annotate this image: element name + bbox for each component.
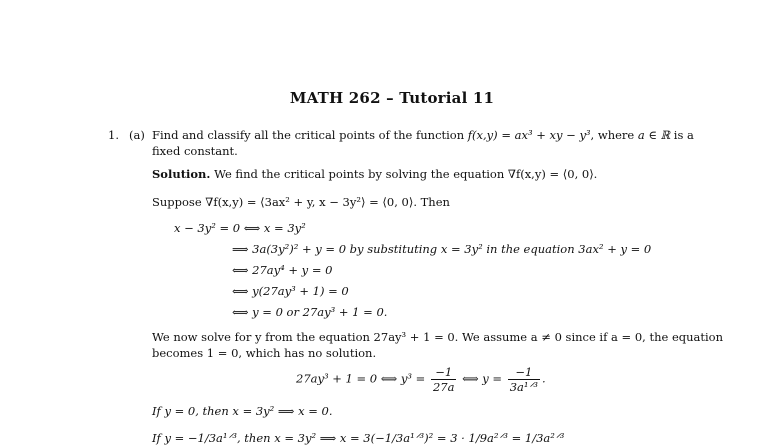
parameter-domain: a ∈ ℝ (637, 128, 671, 142)
statement-text-1: Find and classify all the critical points of the function (152, 128, 465, 142)
derivation-step-3: ⟺ 27ay⁴ + y = 0 (232, 263, 333, 277)
display-equation (296, 365, 546, 394)
display-eq-mid: ⟺ y = (462, 371, 503, 386)
fraction-2-denominator: 3a¹ᐟ³ (509, 380, 538, 394)
solution-paragraph-line2: becomes 1 = 0, which has no solution. (152, 346, 377, 360)
fraction-1-numerator: −1 (431, 365, 457, 380)
derivation-step-4: ⟺ y(27ay³ + 1) = 0 (232, 284, 349, 298)
display-eq-left: 27ay³ + 1 = 0 ⟺ y³ = (296, 371, 426, 386)
problem-number: 1. (108, 128, 119, 142)
statement-text-2: , where (590, 128, 635, 142)
solution-suppose: Suppose ∇f(x,y) = ⟨3ax² + y, x − 3y²⟩ = ⟨0, 0⟩. Then (152, 195, 450, 209)
case-y-negative-root: If y = −1/3a¹ᐟ³, then x = 3y² ⟹ x = 3(−1/3a¹ᐟ³)² = 3 · 1/9a²ᐟ³ = 1/3a²ᐟ³ (152, 431, 565, 445)
problem-statement-line1 (152, 128, 694, 142)
fraction-2 (508, 365, 540, 394)
solution-label: Solution. (152, 167, 211, 181)
derivation-step-5: ⟺ y = 0 or 27ay³ + 1 = 0. (232, 305, 388, 319)
derivation-step-1: x − 3y² = 0 ⟺ x = 3y² (174, 221, 306, 235)
fraction-2-numerator: −1 (508, 365, 540, 380)
derivation-step-2: ⟹ 3a(3y²)² + y = 0 by substituting x = 3y² in the equation 3ax² + y = 0 (232, 242, 652, 256)
statement-text-3: is a (673, 128, 694, 142)
problem-part: (a) (129, 128, 145, 142)
solution-intro: We find the critical points by solving the equation ∇f(x,y) = ⟨0, 0⟩. (214, 167, 598, 181)
solution-intro-line (152, 167, 597, 181)
fraction-1-denominator: 27a (432, 380, 455, 394)
problem-statement-line2: fixed constant. (152, 144, 238, 158)
fraction-1 (431, 365, 457, 394)
solution-paragraph-line1: We now solve for y from the equation 27ay³ + 1 = 0. We assume a ≠ 0 since if a = 0, the equation (152, 330, 724, 344)
function-expression: f(x,y) = ax³ + xy − y³ (467, 128, 591, 142)
page-title: MATH 262 – Tutorial 11 (289, 89, 495, 107)
display-eq-end: . (542, 371, 546, 386)
case-y-zero: If y = 0, then x = 3y² ⟹ x = 0. (152, 404, 333, 418)
